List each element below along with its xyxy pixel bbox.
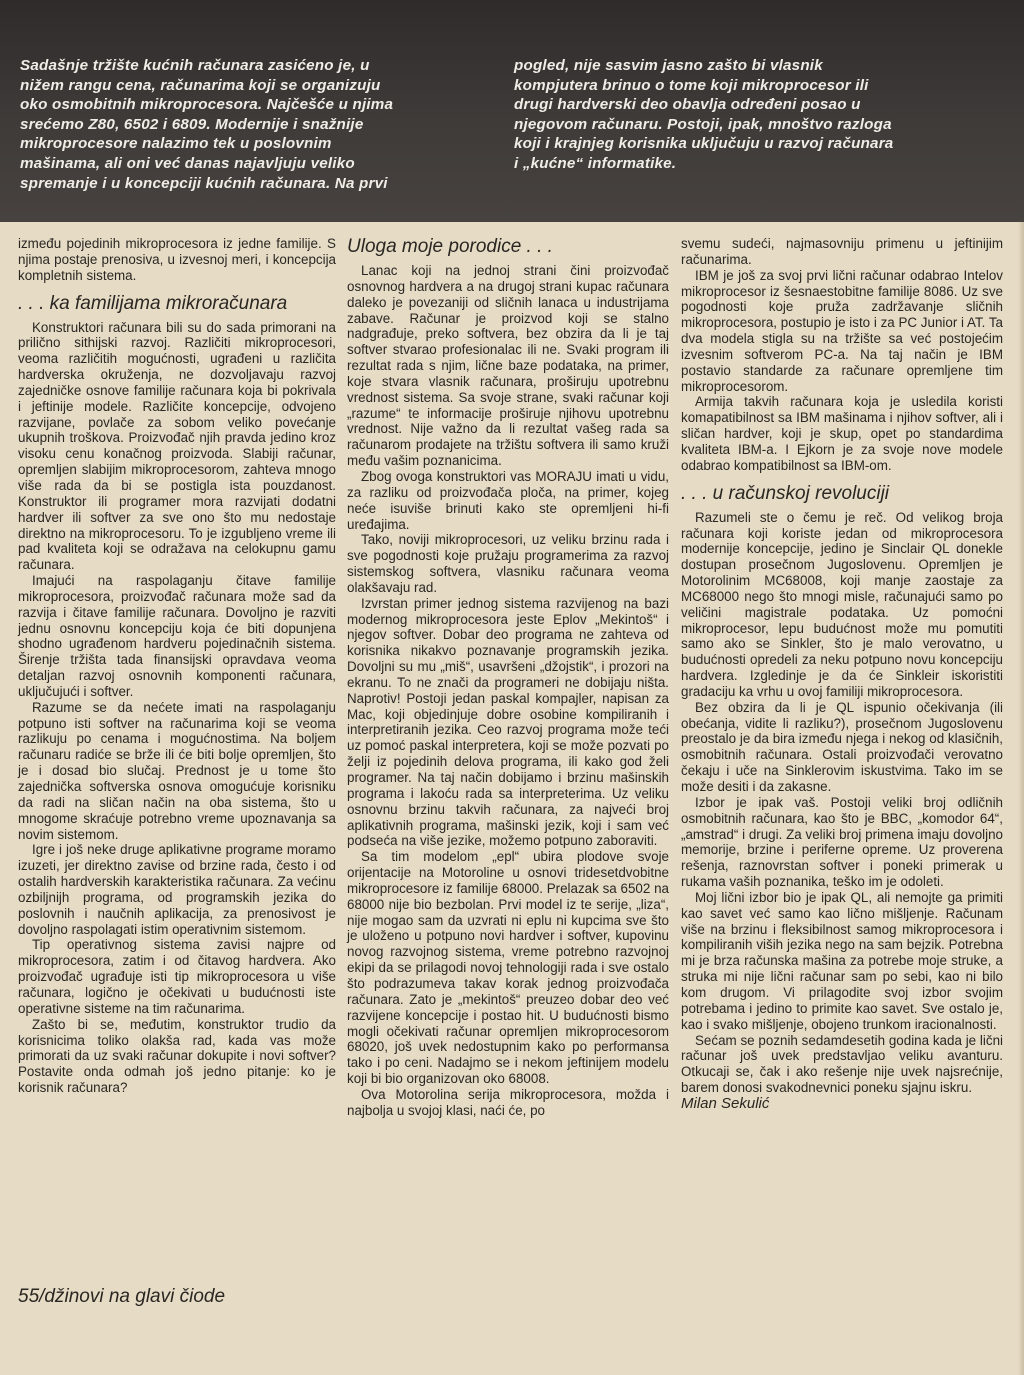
article-column-3 — [681, 236, 1003, 1112]
paragraph: Ova Motorolina serija mikroprocesora, možda i najbolja u svojoj klasi, naći će, po — [347, 1086, 669, 1118]
paragraph: IBM je još za svoj prvi lični računar odabrao Intelov mikroprocesor iz šesnaestobitne familije 8086. Uz sve pogodnosti koje pruža zadržavanje sličnih mikroprocesora, postupio je isto i za PC Junior i AT. Ta dva modela stigla su na tržište sa već postojećim izvesnim softverom PC-a. Na taj način je IBM postavio standarde za računare opremljene tim mikroprocesorom. — [681, 267, 1003, 394]
intro-banner — [0, 0, 1024, 222]
paragraph: Tip operativnog sistema zavisi najpre od mikroprocesora, zatim i od čitavog hardvera. Ako proizvođač ugrađuje isti tip mikroprocesora u više računara, logično je očekivati u budućnosti iste operativne sisteme na tim računarima. — [18, 937, 336, 1016]
paragraph: Izbor je ipak vaš. Postoji veliki broj odličnih osmobitnih računara, kao što je BBC, „komodor 64“, „amstrad“ i drugi. Za veliki broj primena imaju dovoljno memorije, brzine i periferne opreme. Uz proverena rešenja, raznovrstan softver i poneki primerak u rukama vaših poznanika, teško im je odoleti. — [681, 794, 1003, 890]
paragraph: Lanac koji na jednoj strani čini proizvođač osnovnog hardvera a na drugoj strani kupac računara daleko je povezaniji od sličnih lanaca u industrijama zabave. Računar je proizvod koji se stalno nadgrađuje, preko softvera, bez obzira da li je taj softver stvarao profesionalac ili ne. Svaki program ili rezultat rada s njim, lične baze podataka, na primer, koje stvara vlasnik računara, proširuju upotrebnu vrednost sistema. Sa svoje strane, svaki računar koji „razume“ te informacije proširuje njihovu upotrebnu vrednost. Nije važno da li rezultat vašeg rada sa računarom prodajete na tržištu softvera ili samo kruži među vašim poznanicima. — [347, 263, 669, 469]
paragraph: Imajući na raspolaganju čitave familije mikroprocesora, proizvođač računara može sad da razvija i čitave familije računara. Dovoljno je razviti jednu osnovnu koncepciju koja će biti dopunjena shodno ugrađenom hardveru pojedinačnih sistema. Širenje tržišta tada finansijski opravdava veoma detaljan razvoj osnovnih komponenti računara, uključujući i softver. — [18, 573, 336, 699]
paragraph: Bez obzira da li je QL ispunio očekivanja (ili obećanja, vidite li razliku?), prosečnom Jugoslovenu preostalo je da bira između njega i nekog od klasičnih, osmobitnih računara. Ostali proizvođači verovatno čekaju i uče na Sinklerovim iskustvima. Tako im se može desiti i da zakasne. — [681, 699, 1003, 794]
paragraph: Zašto bi se, međutim, konstruktor trudio da korisnicima toliko olakša rad, kada vas može primorati da uz svaki računar dokupite i novi softver? Postavite onda odmah još jedno pitanje: ko je korisnik računara? — [18, 1016, 336, 1096]
intro-text-left: Sadašnje tržište kućnih računara zasićeno je, u nižem rangu cena, računarima koji se organizuju oko osmobitnih mikroprocesora. Najčešće u njima srećemo Z80, 6502 i 6809. Modernije i snažnije mikroprocesore nalazimo tek u poslovnim mašinama, ali oni već danas najavljuju veliko spremanje i u koncepciji kućnih računara. Na prvi — [20, 57, 394, 192]
paragraph: Sa tim modelom „epl“ ubira plodove svoje orijentacije na Motoroline u osnovi tridesetdvobitne mikroprocesore iz familije 68000. Prelazak sa 6502 na 68000 nije bio bezbolan. Prvi model iz te serije, „liza“, nije mogao sam da uzvrati ni eplu ni kupcima sve što je uloženo u potpuno novi hardver i softver, kupovinu novog razvojnog sistema, vreme potrebno razvojnoj ekipi da se prilagodi novoj tehnologiji rada i sve ostalo što podrazumeva takav korak jednog proizvođača računara. Zato je „mekintoš“ preuzeo dobar deo već razvijene koncepcije i postao hit. U budućnosti bismo mogli očekivati računar opremljen mikroprocesorom 68020, još uvek nedostupnim kako po performansa tako i po ceni. Nadajmo se i nekom jeftinijem modelu koji bi bio organizovan oko 68008. — [347, 849, 669, 1087]
paragraph: Razumeli ste o čemu je reč. Od velikog broja računara koji koriste jedan od mikroprocesora modernije koncepcije, jedino je Sinclair QL donekle dostupan prosečnom Jugoslovenu. Opremljen je Motorolinim MC68008, koji manje zaostaje za MC68000 nego što mnogi misle, računajući samo po veličini magistrale podataka. Uz pomoćni mikroprocesor, lepu budućnost može mu pomutiti samo ako se Sinkler, što je malo verovatno, u budućnosti opredeli za neku potpuno novu koncepciju hardvera. Izgledinje je da će Sinkleir iskoristiti gradaciju ka vrhu u ovoj familiji mikroprocesora. — [681, 509, 1003, 699]
page-edge-shadow — [1018, 222, 1024, 1375]
paragraph: Igre i još neke druge aplikativne programe moramo izuzeti, jer direktno zavise od brzine rada, često i od ostalih hardverskih karakteristika računara. Za većinu ozbiljnijh programa, od programskih jezika do poslovnih i naučnih aplikacija, za prenosivost je dovoljno raspolagati istim operativnim sistemom. — [18, 842, 336, 937]
section-heading: . . . u računskoj revoluciji — [681, 482, 890, 504]
paragraph: Razume se da nećete imati na raspolaganju potpuno isti softver na računarima koji se veoma razlikuju po cenama i mogućnostima. Na boljem računaru radiće se brže ili će biti bolje opremljen, što je i dosad bio slučaj. Prednost je u tome što zajednička softverska osnova omogućuje korisniku da radi na sličan način na oba sistema, što u mnogome skraćuje potrebno vreme upoznavanja sa novim sistemom. — [18, 699, 336, 842]
page-footer: 55/džinovi na glavi čiode — [18, 1286, 226, 1307]
intro-left-column — [20, 56, 500, 193]
intro-text-right: pogled, nije sasvim jasno zašto bi vlasnik kompjutera brinuo o tome koji mikroprocesor ili drugi hardverski deo obavlja određeni posao u njegovom računaru. Postoji, ipak, mnoštvo razloga koji i krajnjeg korisnika uključuju u razvoj računara i „kućne“ informatike. — [514, 57, 894, 172]
paragraph: Zbog ovoga konstruktori vas MORAJU imati u vidu, za razliku od proizvođača ploča, na primer, kojeg neće isuviše brinuti kako ste opremljeni hi-fi uređajima. — [347, 468, 669, 532]
paragraph: svemu sudeći, najmasovniju primenu u jeftinijim računarima. — [681, 236, 1003, 267]
author-signature: Milan Sekulić — [681, 1094, 770, 1112]
section-heading: . . . ka familijama mikroračunara — [18, 292, 288, 314]
paragraph: Moj lični izbor bio je ipak QL, ali nemojte ga primiti kao savet već samo kao lično mišljenje. Računam više na brzinu i fleksibilnost samog mikroprocesora i kompiliranih viših jezika nego na sam bejzik. Potrebna mi je brza računska mašina za potrebe moje struke, a struka mi nije lični računar sam po sebi, kao ni bilo kom drugom. Vi prilagodite svoj izbor svojim potrebama i jedino to primite kao savet. Sve ostalo je, kao i svako mišljenje, obojeno trunkom iracionalnosti. — [681, 889, 1003, 1032]
paragraph: Izvrstan primer jednog sistema razvijenog na bazi modernog mikroprocesora jeste Eplov „Mekintoš“ i njegov softver. Dobar deo programa ne zahteva od korisnika nikakvo poznavanje programskih jezika. Dovoljni su mu „miš“, usavršeni „džojstik“, i prozori na ekranu. To ne znači da programeri ne dobijaju ništa. Naprotiv! Postoji jedan paskal kompajler, napisan za Mac, koji objedinjuje dobre osobine kompiliranih i interpretiranih jezika. Ceo razvoj programa može teći uz pomoć paskal interpretera, koji se može pozvati po želji iz pojedinih delova programa, ili kako god želi programer. Na taj način dobijamo i brzinu mašinskih programa i lakoću rada sa interpreterima. Uz veliku osnovnu brzinu takvih računara, za najveći broj aplikativnih programa, mašinski jezik, koji i sam već podseća na više jezike, možemo potpuno zaboraviti. — [347, 595, 669, 849]
intro-right-column — [514, 56, 1004, 174]
section-heading: Uloga moje porodice . . . — [347, 236, 553, 257]
paragraph: Konstruktori računara bili su do sada primorani na prilično sithijski razvoj. Različiti mikroprocesori, veoma različitih mogućnosti, ugrađeni u različita hardverska okruženja, ne dozvoljavaju razvoj zajedničke osnove familije računara koja bi pokrivala i jeftinije modele. Različite koncepcije, odvojeno razvijane, povlače za sobom veliko povećanje ukupnih troškova. Proizvođač njih pravda jedino kroz visoku cenu konačnog proizvoda. Slabiji računar, opremljen slabijim mikroprocesorom, zahteva mnogo više rada da bi se postigla ista pouzdanost. Konstruktor ili programer mora razvijati dodatni hardver ili softver za sve ono što mu nedostaje direktno na mikroprocesoru. To je izgubljeno vreme ili pad kvaliteta koji se odražava na celokupnu gamu računara. — [18, 319, 336, 573]
article-column-2 — [347, 236, 669, 1119]
paragraph: Tako, noviji mikroprocesori, uz veliku brzinu rada i sve pogodnosti koje pružaju programerima za razvoj sistemskog softvera, vlasniku računara veoma olakšavaju rad. — [347, 532, 669, 595]
paragraph: između pojedinih mikroprocesora iz jedne familije. S njima postaje prenosiva, u izvesnoj meri, i koncepcija kompletnih sistema. — [18, 236, 336, 283]
paragraph: Sećam se poznih sedamdesetih godina kada je lični računar još uvek predstavljao veliku avanturu. Otkucaji se, čak i ako rešenje nije uvek najsrećnije, barem donosi svakodnevnici poneku sjajnu iskru. — [681, 1032, 1003, 1096]
paragraph: Armija takvih računara koja je usledila koristi komapatibilnost sa IBM mašinama i njihov softver, ali i sličan hardver, koji je skup, opet po standardima kvaliteta IBM-a. I Ejkorn je za svoje nove modele odabrao kompatibilnost sa IBM-om. — [681, 394, 1003, 473]
article-column-1 — [18, 236, 336, 1096]
